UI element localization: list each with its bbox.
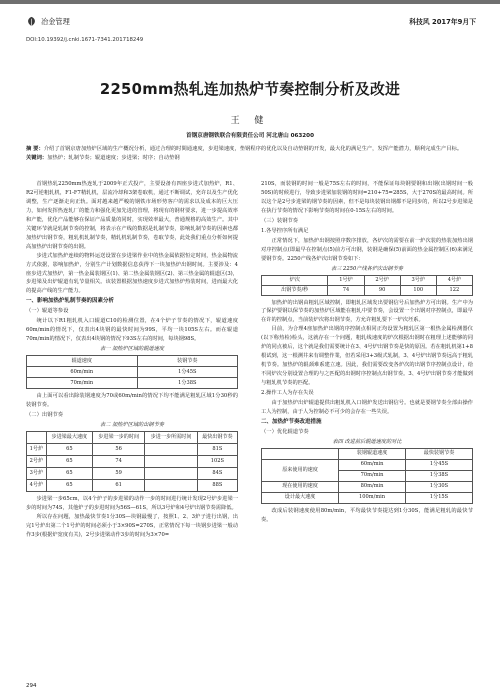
subsection-heading: （三）装钢节奏	[261, 217, 299, 224]
body-paragraph: 改成后装钢速度使用80m/min，平均最快节奏提达到1分30S，能满足粗轧的最快节奏。	[261, 507, 473, 523]
table-row	[262, 459, 473, 470]
body-paragraph: 正常情况下，加热炉出钢按照序数序排放，各炉次的需要在前一炉次装的热装加热出钢对序控制点(即最早在控制点(5)前方可出钢，装钢是确保(5)前面的热金属控制区(6)来满足要钢节奏。2250产线各炉次出钢节奏如下：	[261, 237, 473, 262]
table-cell: 59	[92, 467, 144, 479]
table-cell: 3号炉	[27, 467, 47, 479]
table-cell: 90	[364, 285, 400, 295]
table-caption: 表三 2250产线各炉次出钢节奏	[331, 265, 403, 272]
table-cell: 1分30S	[406, 481, 473, 492]
table-row	[27, 479, 238, 491]
table-cell	[145, 467, 197, 479]
body-paragraph: 加热炉的出钢由粗轧区域控制，即粗轧区域发出要钢信号后加热炉方可出钢。生产中为了保护要钢以保节奏的加热炉区域能在粗轧中要节奏，会设置一个出钢对序控制点，即最早在许的控制点，当前装炉次将出钢节奏，方允许粗轧要下一炉次坯系。	[261, 299, 473, 324]
body-paragraph: 目前，为合理4座加热炉出钢的序控制点相同正均设置为粗轧区第一根热金属检测器仪(以下称热检)检头，这就存在一个问题，粗轧线速度的炉次根据出钢时在粗理上述能够的同炉的同点被后，这个就是我们需要统计在3、4号炉出钢节奏是快的原因。若在粗轧机第1+8根试到，这一根测井来有调整作業，但若采用3+3级式轧制，3、4号炉出钢节奏远高于粗轧机节奏。加热炉的辊颈难系建立速。因此，我们需要改变各炉次的出钢节序控制点设计，给不同炉次分别设置合理的与之匹配的出钢时序控制点出钢节奏。3、4号炉出钢节奏才能做到与粗轧机节奏的匹配。	[261, 326, 474, 387]
table-cell: 1分38S	[137, 378, 237, 389]
table-row	[27, 455, 238, 467]
body-paragraph: 所以存在问题，加热最快节奏1分30S—块钢最慢了，按照1、2、3炉子进行出钢，出完1号炉出第二个1号炉的时间必须小于3×90S=270S，正常情况下每一块钢步进梁一般动作3步(根据炉宽度有关)，2号步进梁动作3步的时间为3×70=	[26, 513, 238, 538]
table-cell	[145, 455, 197, 467]
table-header-cell	[27, 431, 47, 443]
journal-section-label: 冶金管理	[41, 16, 70, 26]
author-affiliation: 首钢京唐钢铁联合有限责任公司 河北唐山 063200	[186, 133, 314, 139]
table-cell: 60m/min	[339, 459, 406, 470]
table-header-cell: 4号炉	[436, 275, 472, 285]
table-header-cell: 3号炉	[400, 275, 436, 285]
table-header-row	[262, 275, 473, 285]
table-cell: 现在使用的速度	[262, 481, 339, 492]
abstract-text: 介绍了首钢京唐加热炉区域的生产概况分析，通过合理的时間通速度，步进梁速度，垫钢程序的优化以及自动垫钢的开发，最大化的满足生产，发挥产能潜力，顺利完成生产目标。	[43, 146, 463, 152]
table-cell: 74	[92, 455, 144, 467]
table-cell: 原来使用的速度	[262, 459, 339, 481]
table-cell: 60m/min	[27, 367, 138, 378]
table-cell: 80m/min	[339, 481, 406, 492]
table-header-row	[262, 448, 473, 459]
table-caption: 表二 加热炉区域的出钢节奏	[100, 421, 164, 428]
subsubsection-heading: 1.各导控序所有满足	[261, 227, 309, 234]
table-cell: 100	[400, 285, 436, 295]
table-furnace-rhythm	[261, 275, 473, 296]
table-cell: 84S	[197, 467, 237, 479]
section-heading: 一、影响加热炉轧制节奏的因素分析	[26, 298, 115, 305]
body-paragraph: 统计以下R1粗轧机入口辊道C10的检测位置，在4个炉子节奏的情况下，辊道速度60m/min的情况下，仅表出4块钢的最快时间为99S，平均一块105S左右。而在辊道70m/min的情况下，仅表出4块钢的情况下93S左右的时间，每块钢98S。	[26, 318, 238, 343]
table-header-cell: 步进梁最大速度	[46, 431, 92, 443]
table-header-cell: 最快装钢节奏	[406, 448, 473, 459]
table-header-cell	[262, 448, 339, 459]
table-cell: 65	[46, 443, 92, 455]
table-cell: 74	[328, 285, 364, 295]
abstract	[26, 145, 474, 154]
table-row	[262, 481, 473, 492]
table-header-cell: 最快出钢节奏	[197, 431, 237, 443]
table-cell: 61	[92, 479, 144, 491]
table-cell: 出钢节奏/秒	[262, 285, 328, 295]
table-header-cell: 步进梁一步的时间	[92, 431, 144, 443]
table-cell: 88S	[197, 479, 237, 491]
table-cell: 81S	[197, 443, 237, 455]
table-header-cell: 2号炉	[364, 275, 400, 285]
subsection-heading: （一）辊道等参设	[26, 308, 69, 315]
table-header-row	[27, 431, 238, 443]
table-cell: 1号炉	[27, 443, 47, 455]
keywords	[26, 154, 474, 163]
subsubsection-heading: 2.操作工人为存在失误	[261, 390, 314, 397]
body-paragraph: 210S，而装钢的时间一般是75S左右的时间，不能保证每块钢要钢和出钢(出钢时间一般50S)的时候进行，导致步进梁加装钢的时间=210+75=285S，大于270S的最高时间。所以这个是2号步进梁的钢节奏的因素，但不是每块装钢出钢都不是同步的，所以2号步进梁是在执行节奏的情况下影响节奏的时间在0-15S左右的时间。	[261, 181, 473, 214]
intro-paragraph: 步进式加热炉连续的物料运送设置在步进梁作业中的热金属依据恒定时间，热金属物流方式依据，影响加热炉，分别生产计划数据信息获得下一块加热炉出钢时间。主要涉及：4座步进式加热炉，第一热金属装钢区(1)、第二热金属装钢区(2)、第三热金属的辊道区(3)，步进梁及出炉辊道有轧节量相关。该装置根据加热速度步进式加热炉热装时间，进而最大化的提高产线的生产能力。	[26, 252, 238, 295]
table-row	[262, 492, 473, 503]
left-column	[26, 180, 238, 540]
body-paragraph: 由上面可以看出除装钢速度为70或60m/min的情况下均不能满足粗轧区域1分30秒的装钢节奏。	[26, 393, 238, 409]
table-cell: 56	[92, 443, 144, 455]
doi-line: DOI:10.19392/j.cnki.1671-7341.201718249	[26, 37, 144, 43]
body-paragraph: 步进梁一步65cm，以4个炉子的步进梁的动作一步的时间进行统计发现2号炉步进梁一步的时间为74S，其他炉子的步进时间为56S—61S，所以3号炉和4号炉出钢节奏需降低。	[26, 495, 238, 511]
table-cell: 2号炉	[27, 455, 47, 467]
table-caption: 表一 加热炉区域的辊道速度	[100, 346, 164, 353]
table-row	[27, 467, 238, 479]
table-cell: 1分38S	[406, 470, 473, 481]
table-cell: 65	[46, 479, 92, 491]
table-header-cell: 步进一步所需时间	[145, 431, 197, 443]
journal-header	[26, 12, 476, 28]
leaf-logo-icon	[26, 16, 37, 27]
table-cell: 1分45S	[137, 367, 237, 378]
keywords-text: 加热炉；轧制节奏；辊道速度；步进梁；时序；自动垫钢	[47, 154, 180, 161]
intro-paragraph: 首钢热轧2250mm热连轧于2009年正式投产，主要设备有四座步进式加热炉，R1、R2可逆粗轧机，F1-F7精轧机，层流冷却和3架卷取机，通过不断调试，充许以及生产优化调整，生产逐渐走向正轨。面对越来越严峻的钢铁市场形势客户的需求以及成本的巨大压力，如何发挥热连轧厂的能力和强化更加先进的管理，将现有的钢材要求，进一步提高效率和产能，优化产品能够在保证产品质量的同时，实现效率最大，普通规格的高效生产。其中关键环节就是轧制节奏的控制，将表示在产线的数据是轧制节奏，影响轧制节奏的因素也都加热炉出钢节奏，粗轧机轧制节奏，精轧机轧制节奏，卷取节奏，此处我们重点分析如何提高加热炉出钢节奏的出钢。	[26, 181, 238, 250]
journal-issue: 科技风 2017年9月下	[409, 18, 476, 26]
table-header-row	[27, 356, 238, 367]
paper-title: 2250mm热轧连加热炉节奏控制分析及改进	[99, 81, 401, 98]
table-roller-speed	[26, 355, 238, 389]
table-tapping-rhythm	[26, 431, 238, 492]
page-number: 294	[26, 683, 37, 689]
table-cell: 70m/min	[27, 378, 138, 389]
keywords-label: 关键词：	[26, 154, 48, 161]
table-cell: 100m/min	[339, 492, 406, 503]
table-cell	[145, 443, 197, 455]
table-cell: 65	[46, 467, 92, 479]
header-band	[0, 0, 500, 4]
table-cell: 102S	[197, 455, 237, 467]
subsection-heading: （一）优化辊道节奏	[261, 428, 309, 435]
table-header-cell: 1号炉	[328, 275, 364, 285]
table-speed-comparison	[261, 448, 473, 504]
table-row	[27, 378, 238, 389]
author-name: 王 健	[230, 116, 270, 126]
abstract-block	[26, 145, 474, 163]
table-cell: 4号炉	[27, 479, 47, 491]
table-cell: 65	[46, 455, 92, 467]
table-row	[27, 367, 238, 378]
table-cell	[145, 479, 197, 491]
table-row	[27, 443, 238, 455]
table-cell: 1分45S	[406, 459, 473, 470]
table-cell: 设计最大速度	[262, 492, 339, 503]
journal-brand	[26, 16, 70, 27]
right-column	[261, 180, 473, 525]
table-header-cell: 装钢辊道速度	[339, 448, 406, 459]
table-cell: 122	[436, 285, 472, 295]
table-cell: 1分15S	[406, 492, 473, 503]
table-caption: 表四 改进前后辊道速度的对比	[332, 438, 402, 445]
table-header-cell: 炉次	[262, 275, 328, 285]
table-row	[262, 285, 473, 295]
table-header-cell: 装钢节奏	[137, 356, 237, 367]
abstract-label: 摘 要：	[26, 146, 44, 152]
table-header-cell: 辊道速度	[27, 356, 138, 367]
subsection-heading: （二）出钢节奏	[26, 412, 64, 419]
body-paragraph: 由于加热炉出炉辊道提供出粗轧机入口钢炉发送出钢信号。也就是要钢节奏全部由操作工人为控制，由于人为控制必不可少的会存在一些失误。	[261, 400, 473, 415]
table-cell: 70m/min	[339, 470, 406, 481]
section-heading: 二、加热炉节奏改进措施	[261, 418, 322, 425]
